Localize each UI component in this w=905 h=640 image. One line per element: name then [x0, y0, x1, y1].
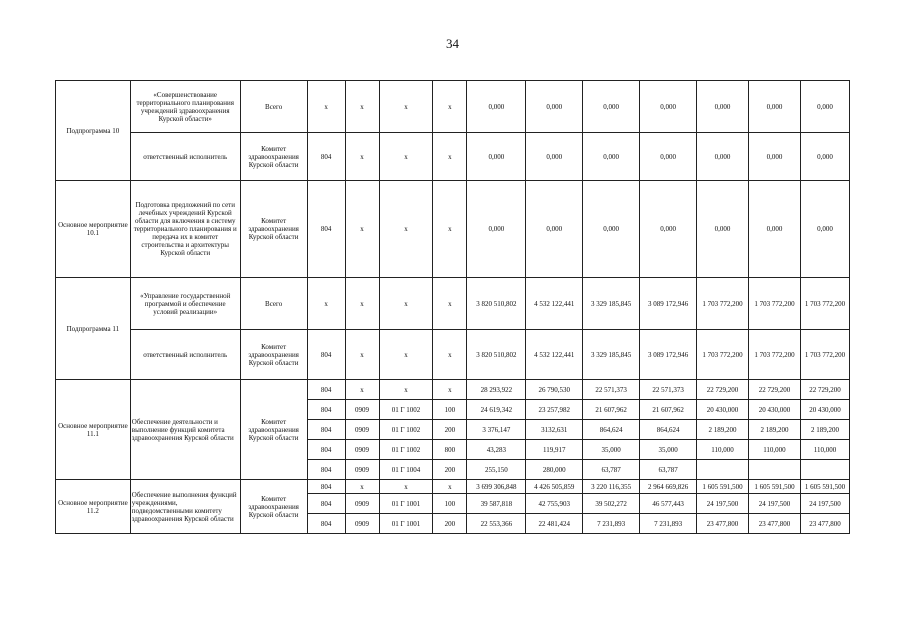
amount-year-5: 1 703 772,200	[697, 330, 749, 380]
responsible-cell: Комитет здравоохранения Курской области	[240, 181, 307, 278]
amount-year-2: 0,000	[526, 81, 583, 133]
target-code: х	[379, 380, 433, 400]
amount-year-2: 280,000	[526, 460, 583, 480]
amount-year-2: 26 790,530	[526, 380, 583, 400]
expense-type-code: 200	[433, 460, 467, 480]
target-code: 01 Г 1001	[379, 514, 433, 534]
expense-type-code: х	[433, 278, 467, 330]
amount-year-6: 0,000	[748, 81, 800, 133]
amount-year-6: 110,000	[748, 440, 800, 460]
grbs-code: 804	[307, 420, 345, 440]
amount-year-7: 1 605 591,500	[800, 480, 849, 494]
target-code: 01 Г 1002	[379, 400, 433, 420]
section-code: 0909	[345, 420, 379, 440]
amount-year-5: 0,000	[697, 81, 749, 133]
amount-year-5: 20 430,000	[697, 400, 749, 420]
table-row	[56, 330, 850, 380]
amount-year-3: 63,787	[583, 460, 640, 480]
section-code: х	[345, 133, 379, 181]
section-code: 0909	[345, 494, 379, 514]
description-cell: Обеспечение деятельности и выполнение функций комитета здравоохранения Курской области	[130, 380, 240, 480]
expense-type-code: 200	[433, 514, 467, 534]
amount-year-2: 119,917	[526, 440, 583, 460]
expense-type-code: х	[433, 480, 467, 494]
amount-year-1: 22 553,366	[467, 514, 526, 534]
amount-year-6: 2 189,200	[748, 420, 800, 440]
amount-year-4: 21 607,962	[640, 400, 697, 420]
section-code: х	[345, 181, 379, 278]
amount-year-5	[697, 460, 749, 480]
amount-year-7: 0,000	[800, 133, 849, 181]
grbs-code: 804	[307, 460, 345, 480]
amount-year-6: 22 729,200	[748, 380, 800, 400]
amount-year-5: 24 197,500	[697, 494, 749, 514]
expense-type-code: х	[433, 81, 467, 133]
amount-year-3: 21 607,962	[583, 400, 640, 420]
amount-year-2: 42 755,903	[526, 494, 583, 514]
amount-year-1: 3 699 306,848	[467, 480, 526, 494]
amount-year-3: 35,000	[583, 440, 640, 460]
grbs-code: 804	[307, 133, 345, 181]
amount-year-3: 3 329 185,845	[583, 278, 640, 330]
expense-type-code: х	[433, 181, 467, 278]
target-code: 01 Г 1002	[379, 440, 433, 460]
program-name-cell: Подпрограмма 11	[56, 278, 131, 380]
amount-year-3: 3 329 185,845	[583, 330, 640, 380]
target-code: х	[379, 181, 433, 278]
section-code: 0909	[345, 514, 379, 534]
amount-year-3: 7 231,893	[583, 514, 640, 534]
amount-year-4: 46 577,443	[640, 494, 697, 514]
responsible-cell: Комитет здравоохранения Курской области	[240, 330, 307, 380]
program-name-cell: Основное мероприятие 10.1	[56, 181, 131, 278]
amount-year-6: 24 197,500	[748, 494, 800, 514]
budget-table	[55, 80, 850, 534]
amount-year-5: 1 605 591,500	[697, 480, 749, 494]
amount-year-6: 23 477,800	[748, 514, 800, 534]
amount-year-4: 3 089 172,946	[640, 330, 697, 380]
grbs-code: 804	[307, 400, 345, 420]
section-code: х	[345, 480, 379, 494]
amount-year-1: 3 820 510,802	[467, 278, 526, 330]
expense-type-code: х	[433, 133, 467, 181]
grbs-code: 804	[307, 330, 345, 380]
grbs-code: х	[307, 278, 345, 330]
description-cell: «Управление государственной программой и обеспечение условий реализации»	[130, 278, 240, 330]
table-row	[56, 278, 850, 330]
amount-year-2: 0,000	[526, 181, 583, 278]
amount-year-5: 23 477,800	[697, 514, 749, 534]
amount-year-7: 2 189,200	[800, 420, 849, 440]
amount-year-5: 0,000	[697, 133, 749, 181]
amount-year-5: 110,000	[697, 440, 749, 460]
grbs-code: 804	[307, 514, 345, 534]
description-cell: Подготовка предложений по сети лечебных учреждений Курской области для включения в систему территориального планирования и передача их в комитет строительства и архитектуры Курской области	[130, 181, 240, 278]
responsible-cell: Комитет здравоохранения Курской области	[240, 480, 307, 534]
amount-year-7: 0,000	[800, 181, 849, 278]
amount-year-2: 23 257,982	[526, 400, 583, 420]
amount-year-6: 1 703 772,200	[748, 278, 800, 330]
target-code: 01 Г 1002	[379, 420, 433, 440]
amount-year-3: 22 571,373	[583, 380, 640, 400]
amount-year-4: 35,000	[640, 440, 697, 460]
amount-year-1: 255,150	[467, 460, 526, 480]
grbs-code: 804	[307, 480, 345, 494]
section-code: 0909	[345, 460, 379, 480]
target-code: 01 Г 1004	[379, 460, 433, 480]
amount-year-2: 3132,631	[526, 420, 583, 440]
amount-year-3: 864,624	[583, 420, 640, 440]
expense-type-code: х	[433, 380, 467, 400]
description-cell: «Совершенствование территориального планирования учреждений здравоохранения Курской области»	[130, 81, 240, 133]
responsible-cell: Комитет здравоохранения Курской области	[240, 133, 307, 181]
amount-year-6	[748, 460, 800, 480]
amount-year-4: 0,000	[640, 133, 697, 181]
amount-year-1: 43,283	[467, 440, 526, 460]
amount-year-1: 0,000	[467, 81, 526, 133]
amount-year-7: 23 477,800	[800, 514, 849, 534]
amount-year-7: 20 430,000	[800, 400, 849, 420]
grbs-code: 804	[307, 440, 345, 460]
amount-year-7: 110,000	[800, 440, 849, 460]
expense-type-code: х	[433, 330, 467, 380]
target-code: х	[379, 278, 433, 330]
amount-year-7: 1 703 772,200	[800, 278, 849, 330]
table-row	[56, 133, 850, 181]
description-cell: Обеспечение выполнения функций учреждениями, подведомственными комитету здравоохранения Курской области	[130, 480, 240, 534]
amount-year-4: 63,787	[640, 460, 697, 480]
table-row	[56, 181, 850, 278]
description-cell: ответственный исполнитель	[130, 330, 240, 380]
amount-year-1: 0,000	[467, 133, 526, 181]
target-code: х	[379, 330, 433, 380]
amount-year-4: 7 231,893	[640, 514, 697, 534]
section-code: 0909	[345, 400, 379, 420]
amount-year-6: 1 703 772,200	[748, 330, 800, 380]
amount-year-6: 1 605 591,500	[748, 480, 800, 494]
section-code: х	[345, 330, 379, 380]
amount-year-4: 0,000	[640, 81, 697, 133]
target-code: 01 Г 1001	[379, 494, 433, 514]
table-row	[56, 480, 850, 494]
amount-year-2: 0,000	[526, 133, 583, 181]
table-row	[56, 81, 850, 133]
amount-year-3: 0,000	[583, 81, 640, 133]
program-name-cell: Основное мероприятие 11.2	[56, 480, 131, 534]
amount-year-4: 864,624	[640, 420, 697, 440]
responsible-cell: Всего	[240, 81, 307, 133]
amount-year-5: 22 729,200	[697, 380, 749, 400]
grbs-code: 804	[307, 181, 345, 278]
amount-year-7: 1 703 772,200	[800, 330, 849, 380]
amount-year-5: 2 189,200	[697, 420, 749, 440]
amount-year-7: 0,000	[800, 81, 849, 133]
target-code: х	[379, 133, 433, 181]
description-cell: ответственный исполнитель	[130, 133, 240, 181]
amount-year-6: 0,000	[748, 181, 800, 278]
expense-type-code: 100	[433, 400, 467, 420]
target-code: х	[379, 480, 433, 494]
amount-year-6: 0,000	[748, 133, 800, 181]
amount-year-1: 0,000	[467, 181, 526, 278]
amount-year-6: 20 430,000	[748, 400, 800, 420]
grbs-code: 804	[307, 494, 345, 514]
target-code: х	[379, 81, 433, 133]
amount-year-5: 0,000	[697, 181, 749, 278]
amount-year-4: 3 089 172,946	[640, 278, 697, 330]
section-code: х	[345, 81, 379, 133]
amount-year-1: 3 376,147	[467, 420, 526, 440]
amount-year-1: 39 587,818	[467, 494, 526, 514]
amount-year-4: 0,000	[640, 181, 697, 278]
amount-year-7: 22 729,200	[800, 380, 849, 400]
section-code: х	[345, 278, 379, 330]
responsible-cell: Комитет здравоохранения Курской области	[240, 380, 307, 480]
amount-year-2: 22 481,424	[526, 514, 583, 534]
amount-year-1: 3 820 510,802	[467, 330, 526, 380]
amount-year-2: 4 426 505,859	[526, 480, 583, 494]
program-name-cell: Основное мероприятие 11.1	[56, 380, 131, 480]
expense-type-code: 200	[433, 420, 467, 440]
amount-year-3: 39 502,272	[583, 494, 640, 514]
amount-year-2: 4 532 122,441	[526, 330, 583, 380]
amount-year-5: 1 703 772,200	[697, 278, 749, 330]
amount-year-3: 0,000	[583, 133, 640, 181]
amount-year-7: 24 197,500	[800, 494, 849, 514]
amount-year-4: 22 571,373	[640, 380, 697, 400]
program-name-cell: Подпрограмма 10	[56, 81, 131, 181]
grbs-code: х	[307, 81, 345, 133]
expense-type-code: 800	[433, 440, 467, 460]
expense-type-code: 100	[433, 494, 467, 514]
grbs-code: 804	[307, 380, 345, 400]
table-row	[56, 380, 850, 400]
amount-year-1: 24 619,342	[467, 400, 526, 420]
amount-year-2: 4 532 122,441	[526, 278, 583, 330]
amount-year-3: 3 220 116,355	[583, 480, 640, 494]
amount-year-7	[800, 460, 849, 480]
page-number: 34	[446, 36, 459, 51]
amount-year-1: 28 293,922	[467, 380, 526, 400]
amount-year-4: 2 964 669,826	[640, 480, 697, 494]
section-code: 0909	[345, 440, 379, 460]
responsible-cell: Всего	[240, 278, 307, 330]
section-code: х	[345, 380, 379, 400]
amount-year-3: 0,000	[583, 181, 640, 278]
